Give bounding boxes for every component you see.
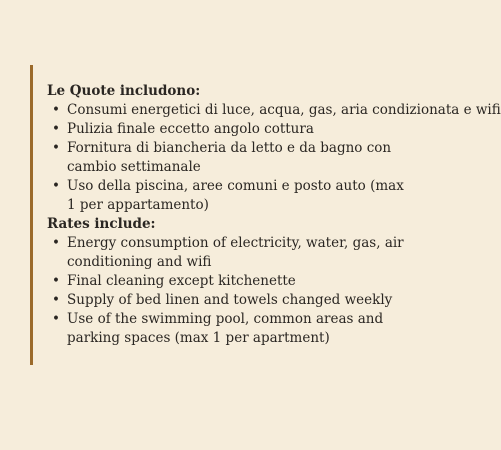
- italian-heading: Le Quote includono:: [47, 83, 201, 99]
- bullet-icon: •: [52, 140, 60, 156]
- bullet-icon: •: [52, 235, 60, 251]
- bullet-icon: •: [52, 178, 60, 194]
- bullet-icon: •: [52, 273, 60, 289]
- list-item-text: Consumi energetici di luce, acqua, gas, aria condizionata e wifi: [67, 102, 501, 118]
- bullet-icon: •: [52, 121, 60, 137]
- list-item-text: Supply of bed linen and towels changed weekly: [67, 292, 393, 308]
- list-item: [47, 291, 412, 310]
- english-item-list: [47, 234, 450, 348]
- list-item: [47, 310, 412, 348]
- list-item-text: Fornitura di biancheria da letto e da bagno con cambio settimanale: [67, 140, 392, 175]
- list-item-text: Energy consumption of electricity, water, gas, air conditioning and wifi: [67, 235, 404, 270]
- italian-item-list: [47, 101, 501, 215]
- list-item: [47, 177, 412, 215]
- list-item-text: Pulizia finale eccetto angolo cottura: [67, 121, 314, 137]
- bullet-icon: •: [52, 311, 60, 327]
- list-item-text: Final cleaning except kitchenette: [67, 273, 296, 289]
- list-item-text: Uso della piscina, aree comuni e posto auto (max 1 per appartamento): [67, 178, 404, 213]
- list-item: [47, 139, 412, 177]
- list-item: [47, 272, 412, 291]
- list-item: [47, 234, 412, 272]
- bullet-icon: •: [52, 102, 60, 118]
- list-item: [47, 120, 412, 139]
- rates-info-box: [30, 65, 501, 365]
- list-item-text: Use of the swimming pool, common areas and parking spaces (max 1 per apartment): [67, 311, 384, 346]
- bullet-icon: •: [52, 292, 60, 308]
- english-heading: Rates include:: [47, 216, 156, 232]
- list-item: [47, 101, 501, 120]
